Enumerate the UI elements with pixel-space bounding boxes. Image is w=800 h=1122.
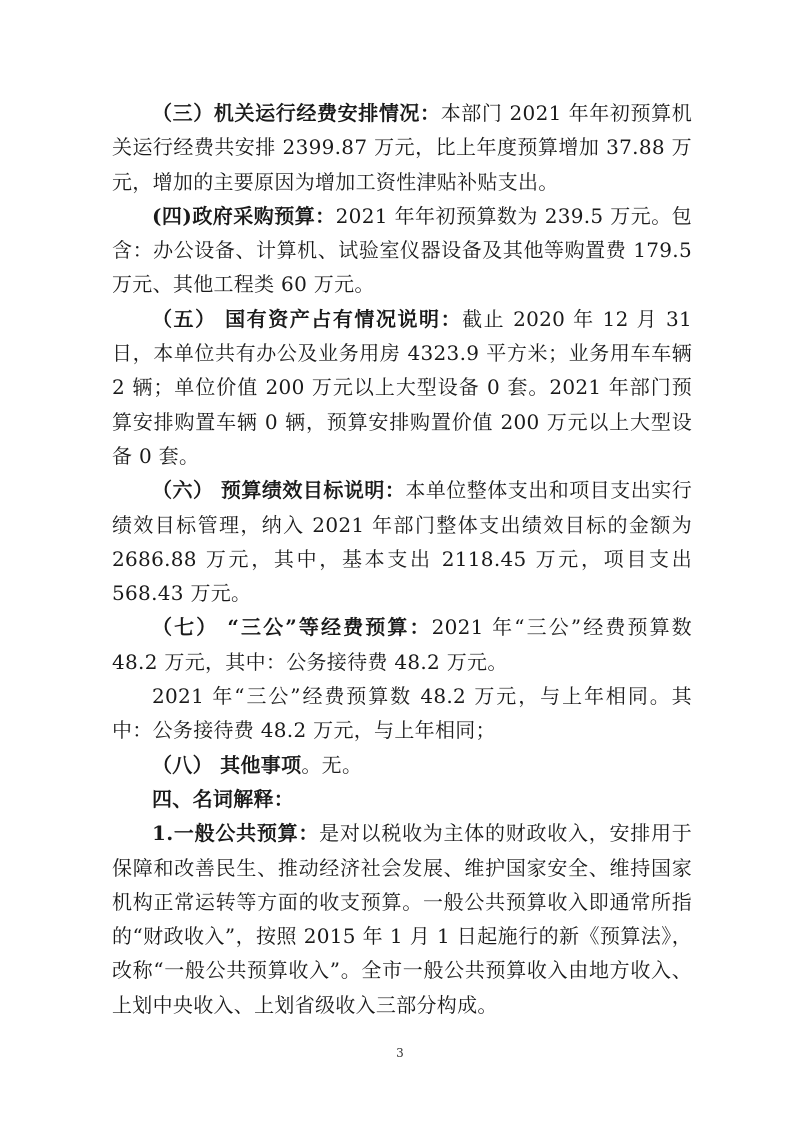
section-text-state-assets: 截止 2020 年 12 月 31 日，本单位共有办公及业务用房 4323.9 平方米；业务用车车辆 2 辆；单位价值 200 万元以上大型设备 0 套。2021 年部门预算安排购置车辆 0 辆，预算安排购置价值 200 万元以上大型设备 0 套。	[112, 306, 693, 468]
paragraph-three-public-expenses	[112, 610, 692, 679]
section-heading-glossary: 四、名词解释：	[152, 786, 295, 811]
section-heading-three-public-expenses: （七） “三公”等经费预算：	[152, 615, 432, 640]
page-number: 3	[396, 1046, 404, 1060]
section-heading-office-operating-expenses: （三）机关运行经费安排情况：	[152, 101, 441, 125]
section-text-other-matters: 。无。	[301, 752, 363, 777]
paragraph-office-operating-expenses	[112, 96, 692, 199]
section-heading-other-matters: （八） 其他事项	[152, 752, 302, 777]
section-heading-government-procurement: (四)政府采购预算：	[152, 203, 336, 228]
section-heading-performance-targets: （六） 预算绩效目标说明：	[152, 478, 406, 503]
section-text-office-operating-expenses: 本部门 2021 年年初预算机关运行经费共安排 2399.87 万元，比上年度预算增加 37.88 万元，增加的主要原因为增加工资性津贴补贴支出。	[112, 101, 692, 194]
paragraph-state-assets	[112, 302, 692, 473]
section-text-performance-targets: 本单位整体支出和项目支出实行绩效目标管理，纳入 2021 年部门整体支出绩效目标的金额为 2686.88 万元，其中，基本支出 2118.45 万元，项目支出 568.43 万元。	[112, 478, 692, 606]
paragraph-three-public-comparison	[112, 679, 692, 748]
paragraph-other-matters	[112, 748, 692, 782]
document-body	[112, 96, 692, 1022]
term-heading-general-public-budget: 1.一般公共预算：	[152, 821, 320, 846]
section-text-government-procurement: 2021 年年初预算数为 239.5 万元。包含：办公设备、计算机、试验室仪器设备及其他等购置费 179.5 万元、其他工程类 60 万元。	[112, 203, 692, 297]
section-heading-state-assets: （五） 国有资产占有情况说明：	[152, 306, 463, 331]
paragraph-performance-targets	[112, 473, 692, 610]
section-text-three-public-comparison: 2021 年“三公”经费预算数 48.2 万元，与上年相同。其中：公务接待费 48.2 万元，与上年相同；	[112, 684, 692, 743]
term-text-general-public-budget: 是对以税收为主体的财政收入，安排用于保障和改善民生、推动经济社会发展、维护国家安全、维持国家机构正常运转等方面的收支预算。一般公共预算收入即通常所指的“财政收入”，按照 2015 年 1 月 1 日起施行的新《预算法》，改称“一般公共预算收入”。全市一般公共预算收入由地方收入、上划中央收入、上划省级收入三部分构成。	[112, 821, 692, 1017]
paragraph-general-public-budget	[112, 816, 692, 1022]
paragraph-government-procurement	[112, 199, 692, 302]
section-text-three-public-expenses: 2021 年“三公”经费预算数 48.2 万元，其中：公务接待费 48.2 万元。	[112, 615, 692, 674]
